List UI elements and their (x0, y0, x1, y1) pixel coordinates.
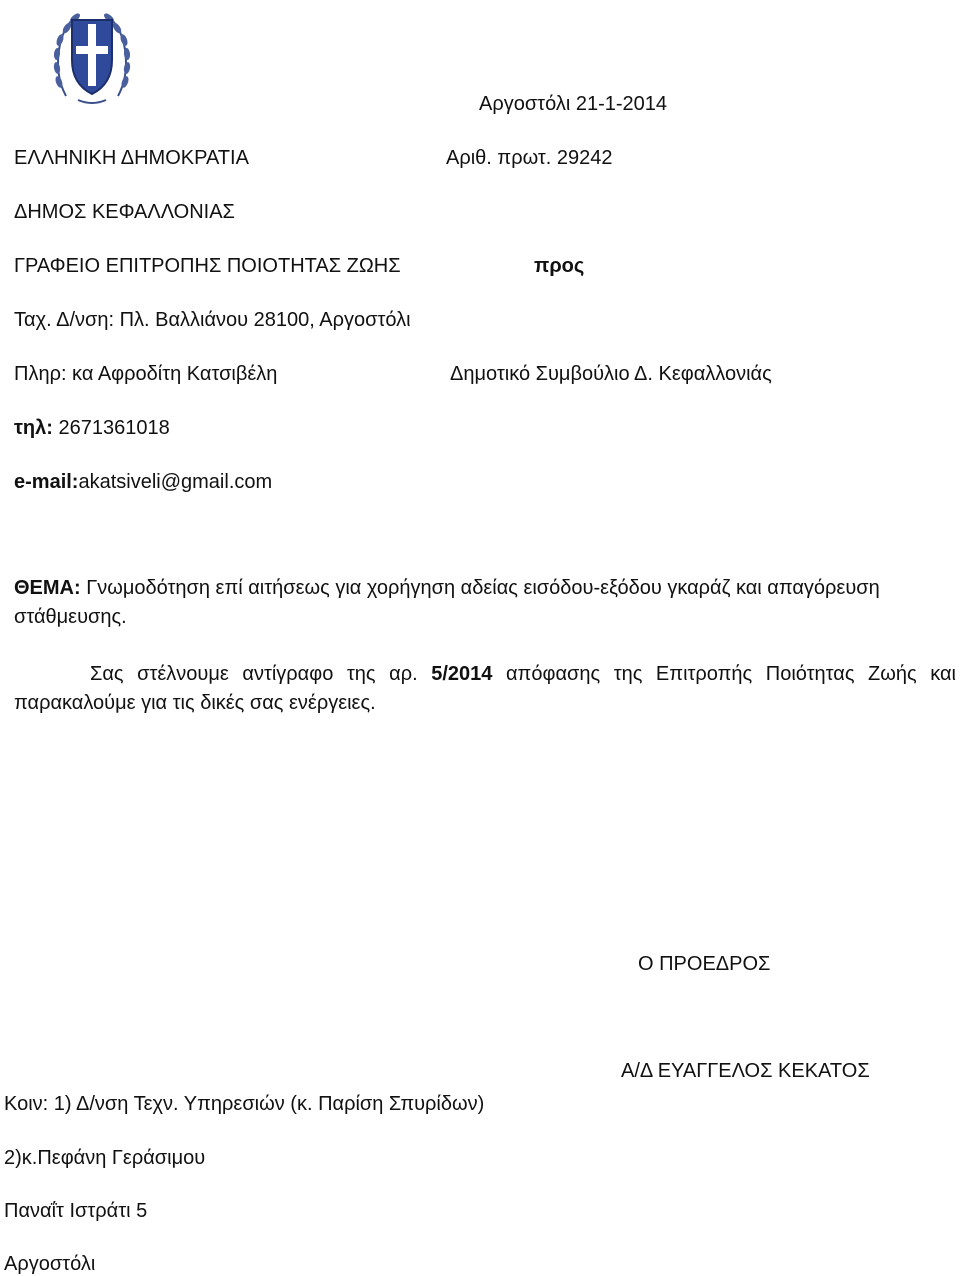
signature-title: Ο ΠΡΟΕΔΡΟΣ (638, 953, 771, 975)
signature-name: Α/Δ ΕΥΑΓΓΕΛΟΣ ΚΕΚΑΤΟΣ (621, 1060, 870, 1082)
email-address[interactable]: akatsiveli@gmail.com (78, 471, 273, 493)
contact-person: Πληρ: κα Αφροδίτη Κατσιβέλη (14, 363, 278, 385)
decision-number: 5/2014 (431, 663, 493, 685)
email-line (14, 472, 272, 492)
cc-line-3: Παναΐτ Ιστράτι 5 (4, 1200, 148, 1222)
cc-line-1: Κοιν: 1) Δ/νση Τεχν. Υπηρεσιών (κ. Παρίση Σπυρίδων) (4, 1093, 485, 1115)
coat-of-arms-icon (48, 4, 136, 108)
to-label: προς (534, 255, 585, 277)
postal-address: Ταχ. Δ/νση: Πλ. Βαλλιάνου 28100, Αργοστόλι (14, 309, 411, 331)
phone-label: τηλ: (14, 417, 53, 439)
date: Αργοστόλι 21-1-2014 (479, 93, 668, 115)
office-name: ΓΡΑΦΕΙΟ ΕΠΙΤΡΟΠΗΣ ΠΟΙΟΤΗΤΑΣ ΖΩΗΣ (14, 255, 401, 277)
country-name: ΕΛΛΗΝΙΚΗ ΔΗΜΟΚΡΑΤΙΑ (14, 147, 249, 169)
body-part1: Σας στέλνουμε αντίγραφο της αρ. (90, 663, 432, 685)
body-part2: απόφασης της Επιτροπής Ποιότητας Ζωής και παρακαλούμε για τις δικές σας ενέργειες. (14, 663, 956, 714)
recipient: Δημοτικό Συμβούλιο Δ. Κεφαλλονιάς (450, 363, 772, 385)
protocol-number: Αριθ. πρωτ. 29242 (446, 147, 613, 169)
email-label: e-mail: (14, 471, 79, 493)
phone-number: 2671361018 (52, 417, 170, 439)
cc-line-2: 2)κ.Πεφάνη Γεράσιμου (4, 1147, 206, 1169)
subject-text: Γνωμοδότηση επί αιτήσεως για χορήγηση αδείας εισόδου-εξόδου γκαράζ και απαγόρευση στάθμευσης. (14, 577, 880, 628)
phone-line (14, 418, 170, 438)
subject (14, 574, 948, 632)
municipality-name: ΔΗΜΟΣ ΚΕΦΑΛΛΟΝΙΑΣ (14, 201, 235, 223)
subject-label: ΘΕΜΑ: (14, 577, 81, 599)
cc-line-4: Αργοστόλι (4, 1253, 96, 1275)
body-paragraph (14, 660, 956, 718)
